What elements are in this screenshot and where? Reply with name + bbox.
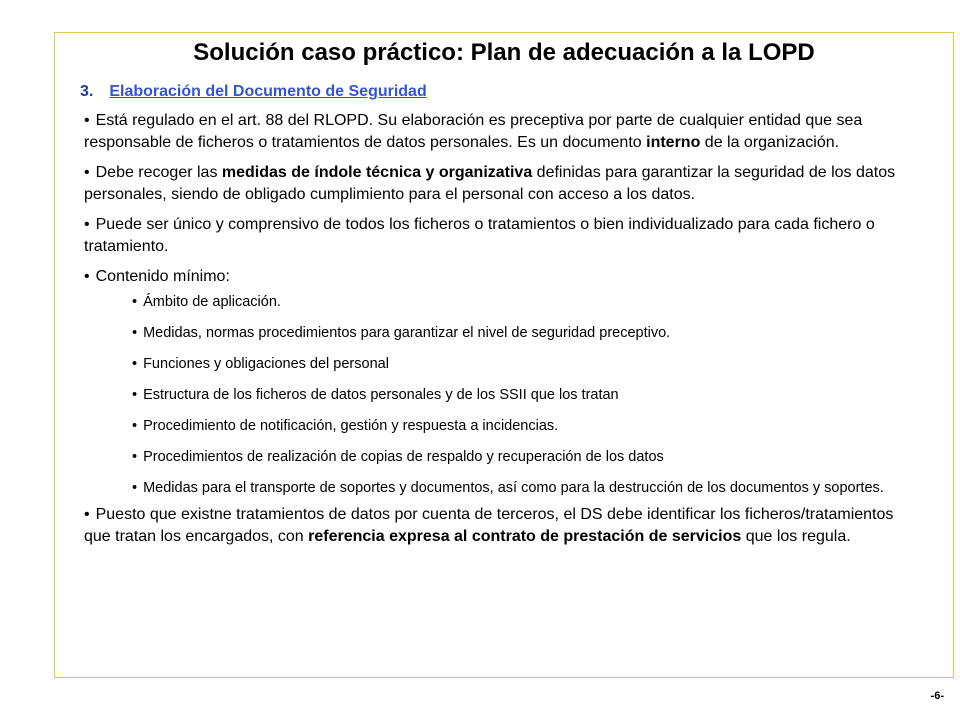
list-item bbox=[132, 478, 924, 498]
page-number: -6- bbox=[930, 690, 944, 702]
text: Funciones y obligaciones del personal bbox=[143, 356, 389, 372]
text: Procedimientos de realización de copias de respaldo y recuperación de los datos bbox=[143, 449, 664, 465]
text: Medidas, normas procedimientos para garantizar el nivel de seguridad preceptivo. bbox=[143, 325, 671, 341]
bold-text: interno bbox=[646, 134, 701, 151]
bullet: • bbox=[132, 418, 138, 434]
bold-text: referencia expresa al contrato de prestación de servicios bbox=[308, 528, 742, 545]
bullet: • bbox=[132, 480, 138, 496]
paragraph-scope bbox=[84, 214, 924, 258]
list-item bbox=[132, 323, 924, 343]
section-number: 3. bbox=[80, 83, 94, 100]
paragraph-measures bbox=[84, 162, 924, 206]
bullet: • bbox=[84, 164, 90, 181]
bullet: • bbox=[132, 387, 138, 403]
bullet: • bbox=[132, 356, 138, 372]
paragraph-third-parties bbox=[84, 504, 924, 548]
text: que los regula. bbox=[741, 528, 851, 545]
bullet: • bbox=[132, 449, 138, 465]
bullet: • bbox=[132, 294, 138, 310]
bullet: • bbox=[84, 216, 90, 233]
text: Está regulado en el art. 88 del RLOPD. Su elaboración es preceptiva por parte de cualquier entidad que sea responsable de ficheros o tratamientos de datos personales. Es un documento bbox=[84, 112, 863, 151]
paragraph-regulation bbox=[84, 110, 924, 154]
text: Estructura de los ficheros de datos personales y de los SSII que los tratan bbox=[143, 387, 619, 403]
list-item bbox=[132, 416, 924, 436]
text: Procedimiento de notificación, gestión y respuesta a incidencias. bbox=[143, 418, 559, 434]
text: Ámbito de aplicación. bbox=[143, 294, 281, 310]
section-link[interactable]: Elaboración del Documento de Seguridad bbox=[109, 83, 427, 100]
text: Puesto que existne tratamientos de datos por cuenta de terceros, el DS debe identificar los ficheros/tratamientos que tratan los encargados, con bbox=[84, 506, 894, 545]
bullet: • bbox=[132, 325, 138, 341]
page-title: Solución caso práctico: Plan de adecuación a la LOPD bbox=[193, 39, 815, 66]
text: Puede ser único y comprensivo de todos los ficheros o tratamientos o bien individualizado para cada fichero o tratamiento. bbox=[84, 216, 875, 255]
minimum-content-list bbox=[84, 292, 924, 498]
list-item bbox=[132, 292, 924, 312]
bullet: • bbox=[84, 506, 90, 523]
text: Debe recoger las bbox=[95, 164, 222, 181]
list-item bbox=[132, 354, 924, 374]
text: de la organización. bbox=[700, 134, 840, 151]
text: definidas para garantizar la seguridad de los datos personales, siendo de obligado cumplimiento para el personal con acceso a los datos. bbox=[84, 164, 896, 203]
bold-text: medidas de índole técnica y organizativa bbox=[221, 164, 533, 181]
text: Medidas para el transporte de soportes y documentos, así como para la destrucción de los documentos y soportes. bbox=[143, 480, 884, 496]
bullet: • bbox=[84, 268, 90, 285]
section-heading bbox=[80, 82, 427, 102]
list-item bbox=[132, 385, 924, 405]
text: Contenido mínimo: bbox=[95, 268, 230, 285]
paragraph-minimum-content bbox=[84, 266, 924, 288]
bullet: • bbox=[84, 112, 90, 129]
document-body bbox=[84, 110, 924, 556]
list-item bbox=[132, 447, 924, 467]
